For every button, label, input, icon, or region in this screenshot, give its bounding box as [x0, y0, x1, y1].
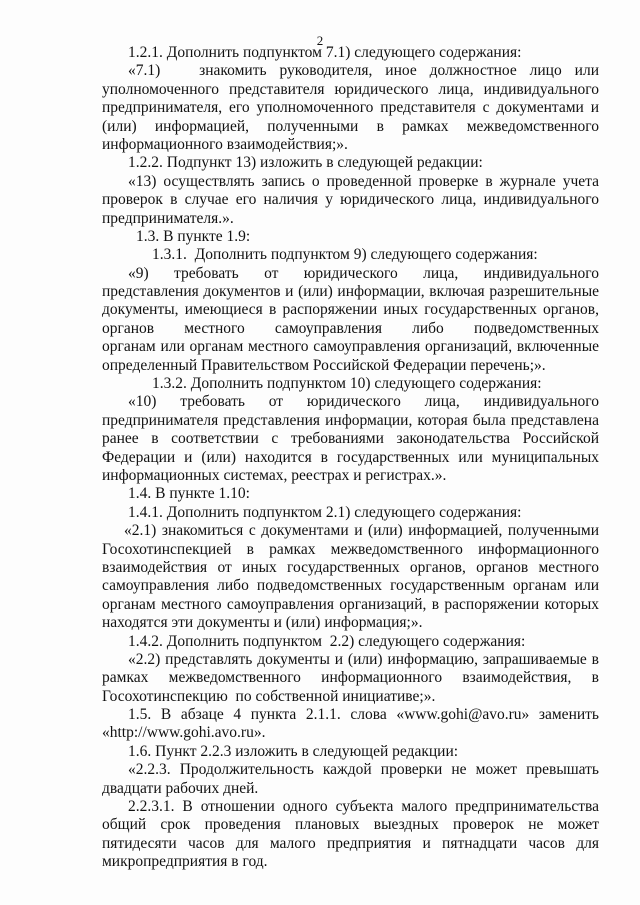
text-line: общий срок проведения плановых выездных проверок не может [102, 816, 599, 834]
text-line: 1.3.1. Дополнить подпунктом 9) следующего содержания: [152, 246, 538, 264]
text-line: органам местного самоуправления организаций, в распоряжении которых [102, 595, 599, 613]
text-line: определенный Правительством Российской Федерации перечень;». [102, 356, 546, 374]
text-line: находятся эти документы и (или) информация;». [102, 614, 423, 632]
text-line: предпринимателя, его уполномоченного представителя с документами и [102, 99, 599, 117]
text-line: «2.1) знакомиться с документами и (или) информацией, полученными [124, 522, 599, 540]
text-line: двадцати рабочих дней. [102, 779, 259, 797]
text-line: ранее в соответствии с требованиями законодательства Российской [102, 430, 599, 448]
text-line: «http://www.gohi.avo.ru». [102, 724, 266, 742]
text-line: 1.4. В пункте 1.10: [128, 485, 250, 503]
text-line: 1.2.2. Подпункт 13) изложить в следующей редакции: [128, 154, 483, 172]
text-line: пятидесяти часов для малого предприятия и пятнадцати часов для [102, 834, 599, 852]
text-line: уполномоченного представителя юридического лица, индивидуального [102, 80, 599, 98]
text-line: самоуправления либо подведомственных государственным органам или [102, 577, 599, 595]
text-line: 1.6. Пункт 2.2.3 изложить в следующей редакции: [128, 742, 459, 760]
text-line: Федерации и (или) находится в государственных или муниципальных [102, 448, 599, 466]
text-line: предпринимателя.». [102, 209, 234, 227]
text-line: органам или органам местного самоуправления организаций, включенные [102, 338, 599, 356]
text-line: проверок в случае его наличия у юридического лица, индивидуального [102, 191, 599, 209]
text-line: взаимодействия от иных государственных органов, органов местного [102, 558, 599, 576]
text-line: «2.2) представлять документы и (или) информацию, запрашиваемые в [128, 650, 599, 668]
text-line: информационных системах, реестрах и регистрах.». [102, 466, 447, 484]
text-line: «9) требовать от юридического лица, индивидуального [128, 264, 599, 282]
text-line: 1.3. В пункте 1.9: [136, 227, 251, 245]
text-line: 2.2.3.1. В отношении одного субъекта малого предпринимательства [128, 798, 599, 816]
text-line: Госохотинспекцию по собственной инициативе;». [102, 687, 436, 705]
text-line: документы, имеющиеся в распоряжении иных государственных органов, [102, 301, 599, 319]
text-line: предпринимателя представления информации, которая была представлена [102, 411, 599, 429]
page-number: 2 [316, 33, 324, 48]
text-line: информационного взаимодействия;». [102, 135, 348, 153]
text-line: органов местного самоуправления либо подведомственных [102, 319, 599, 337]
text-line: «7.1) знакомить руководителя, иное должностное лицо или [128, 62, 599, 80]
text-line: рамках межведомственного информационного взаимодействия, в [102, 669, 599, 687]
text-line: 1.4.2. Дополнить подпунктом 2.2) следующего содержания: [128, 632, 526, 650]
text-line: микропредприятия в год. [102, 853, 268, 871]
document-body [102, 44, 599, 872]
text-line: 1.5. В абзаце 4 пункта 2.1.1. слова «www.gohi@avo.ru» заменить [128, 706, 599, 724]
text-line: 1.2.1. Дополнить подпунктом 7.1) следующего содержания: [128, 44, 522, 61]
text-line: Госохотинспекцией в рамках межведомственного информационного [102, 540, 599, 558]
text-line: (или) информацией, полученными в рамках межведомственного [102, 117, 599, 135]
text-line: «10) требовать от юридического лица, индивидуального [128, 393, 599, 411]
text-line: «2.2.3. Продолжительность каждой проверки не может превышать [128, 761, 599, 779]
text-line: 1.4.1. Дополнить подпунктом 2.1) следующего содержания: [128, 503, 522, 521]
text-line: 1.3.2. Дополнить подпунктом 10) следующего содержания: [152, 375, 542, 393]
text-line: представления документов и (или) информации, включая разрешительные [102, 283, 599, 301]
text-line: «13) осуществлять запись о проведенной проверке в журнале учета [128, 172, 599, 190]
